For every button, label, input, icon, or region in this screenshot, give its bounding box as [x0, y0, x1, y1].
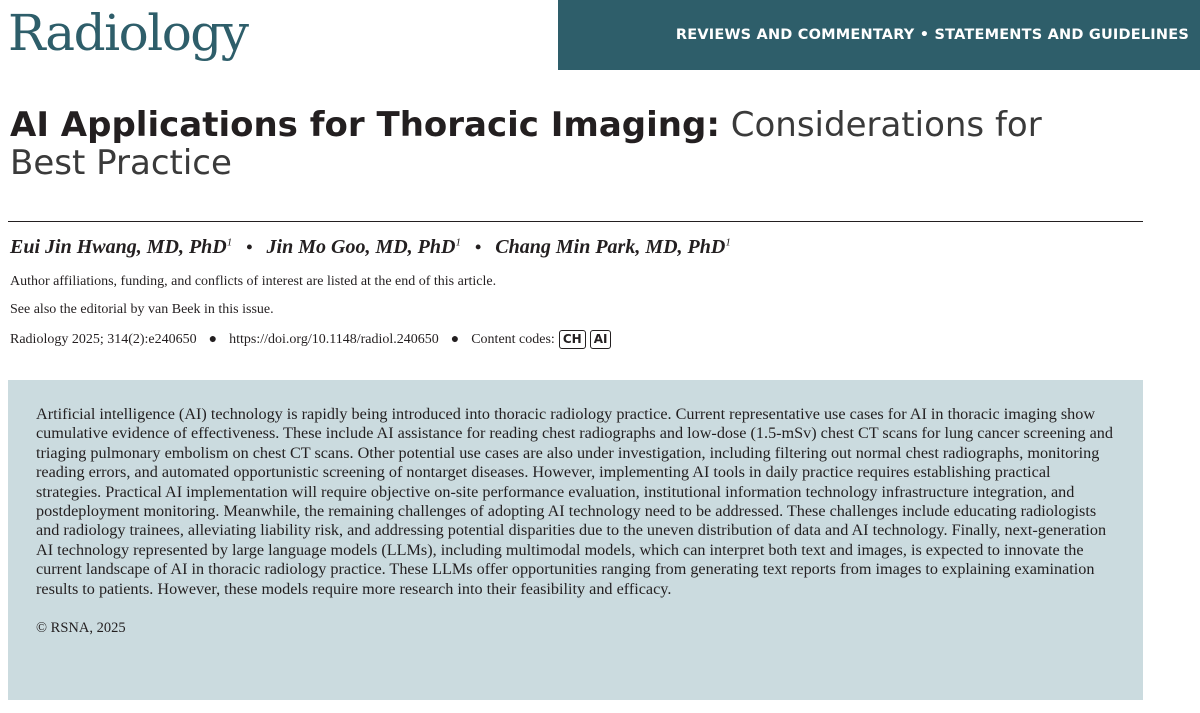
author-name[interactable]: Chang Min Park, MD, PhD: [495, 236, 726, 258]
section-label: REVIEWS AND COMMENTARY • STATEMENTS AND GUIDELINES: [675, 27, 1189, 43]
author-separator: •: [474, 237, 482, 257]
title-subtitle: Considerations for Best Practice: [10, 105, 1042, 184]
affiliation-marker: 1: [226, 236, 233, 249]
journal-logo: Radiology: [8, 4, 248, 62]
author-name[interactable]: Jin Mo Goo, MD, PhD: [266, 236, 456, 258]
bullet-separator: ●: [450, 331, 460, 347]
content-codes-label: Content codes:: [471, 331, 555, 347]
article-title: [10, 106, 1060, 182]
editorial-note: See also the editorial by van Beek in this issue.: [10, 302, 274, 317]
affiliations-note: Author affiliations, funding, and conflicts of interest are listed at the end of this article.: [10, 274, 497, 289]
abstract-box: [8, 380, 1143, 700]
bullet-separator: ●: [208, 331, 218, 347]
abstract-text: Artificial intelligence (AI) technology is rapidly being introduced into thoracic radiology practice. Current representative use cases for AI in thoracic imaging show cumulative evidence of effectiveness. These include AI assistance for reading chest radiographs and low-dose (1.5-mSv) chest CT scans for lung cancer screening and triaging pulmonary embolism on chest CT scans. Other potential use cases are also under investigation, including filtering out normal chest radiographs, monitoring reading errors, and automated opportunistic screening of nontarget diseases. However, implementing AI tools in daily practice requires establishing practical strategies. Practical AI implementation will require objective on-site performance evaluation, institutional information technology infrastructure integration, and postdeployment monitoring. Meanwhile, the remaining challenges of adopting AI technology need to be addressed. These challenges include educating radiologists and radiology trainees, alleviating liability risk, and addressing potential disparities due to the uneven distribution of data and AI technology. Finally, next-generation AI technology represented by large language models (LLMs), including multimodal models, which can interpret both text and images, is expected to innovate the current landscape of AI in thoracic radiology practice. These LLMs offer opportunities ranging from generating text reports from images to explaining examination results to patients. However, these models require more research into their feasibility and efficacy.: [36, 405, 1113, 598]
section-banner: [558, 0, 1200, 70]
content-code-badge[interactable]: AI: [590, 330, 612, 349]
citation: Radiology 2025; 314(2):e240650: [10, 331, 197, 347]
author-list: [10, 236, 731, 259]
title-main: AI Applications for Thoracic Imaging:: [10, 105, 720, 145]
copyright-notice: © RSNA, 2025: [36, 620, 126, 637]
citation-line: [10, 330, 611, 349]
content-code-badge[interactable]: CH: [559, 330, 586, 349]
author-name[interactable]: Eui Jin Hwang, MD, PhD: [10, 236, 227, 258]
doi-link[interactable]: https://doi.org/10.1148/radiol.240650: [229, 331, 439, 347]
affiliation-marker: 1: [455, 236, 461, 249]
author-separator: •: [246, 237, 253, 257]
title-divider: [8, 221, 1143, 222]
affiliation-marker: 1: [725, 236, 731, 249]
